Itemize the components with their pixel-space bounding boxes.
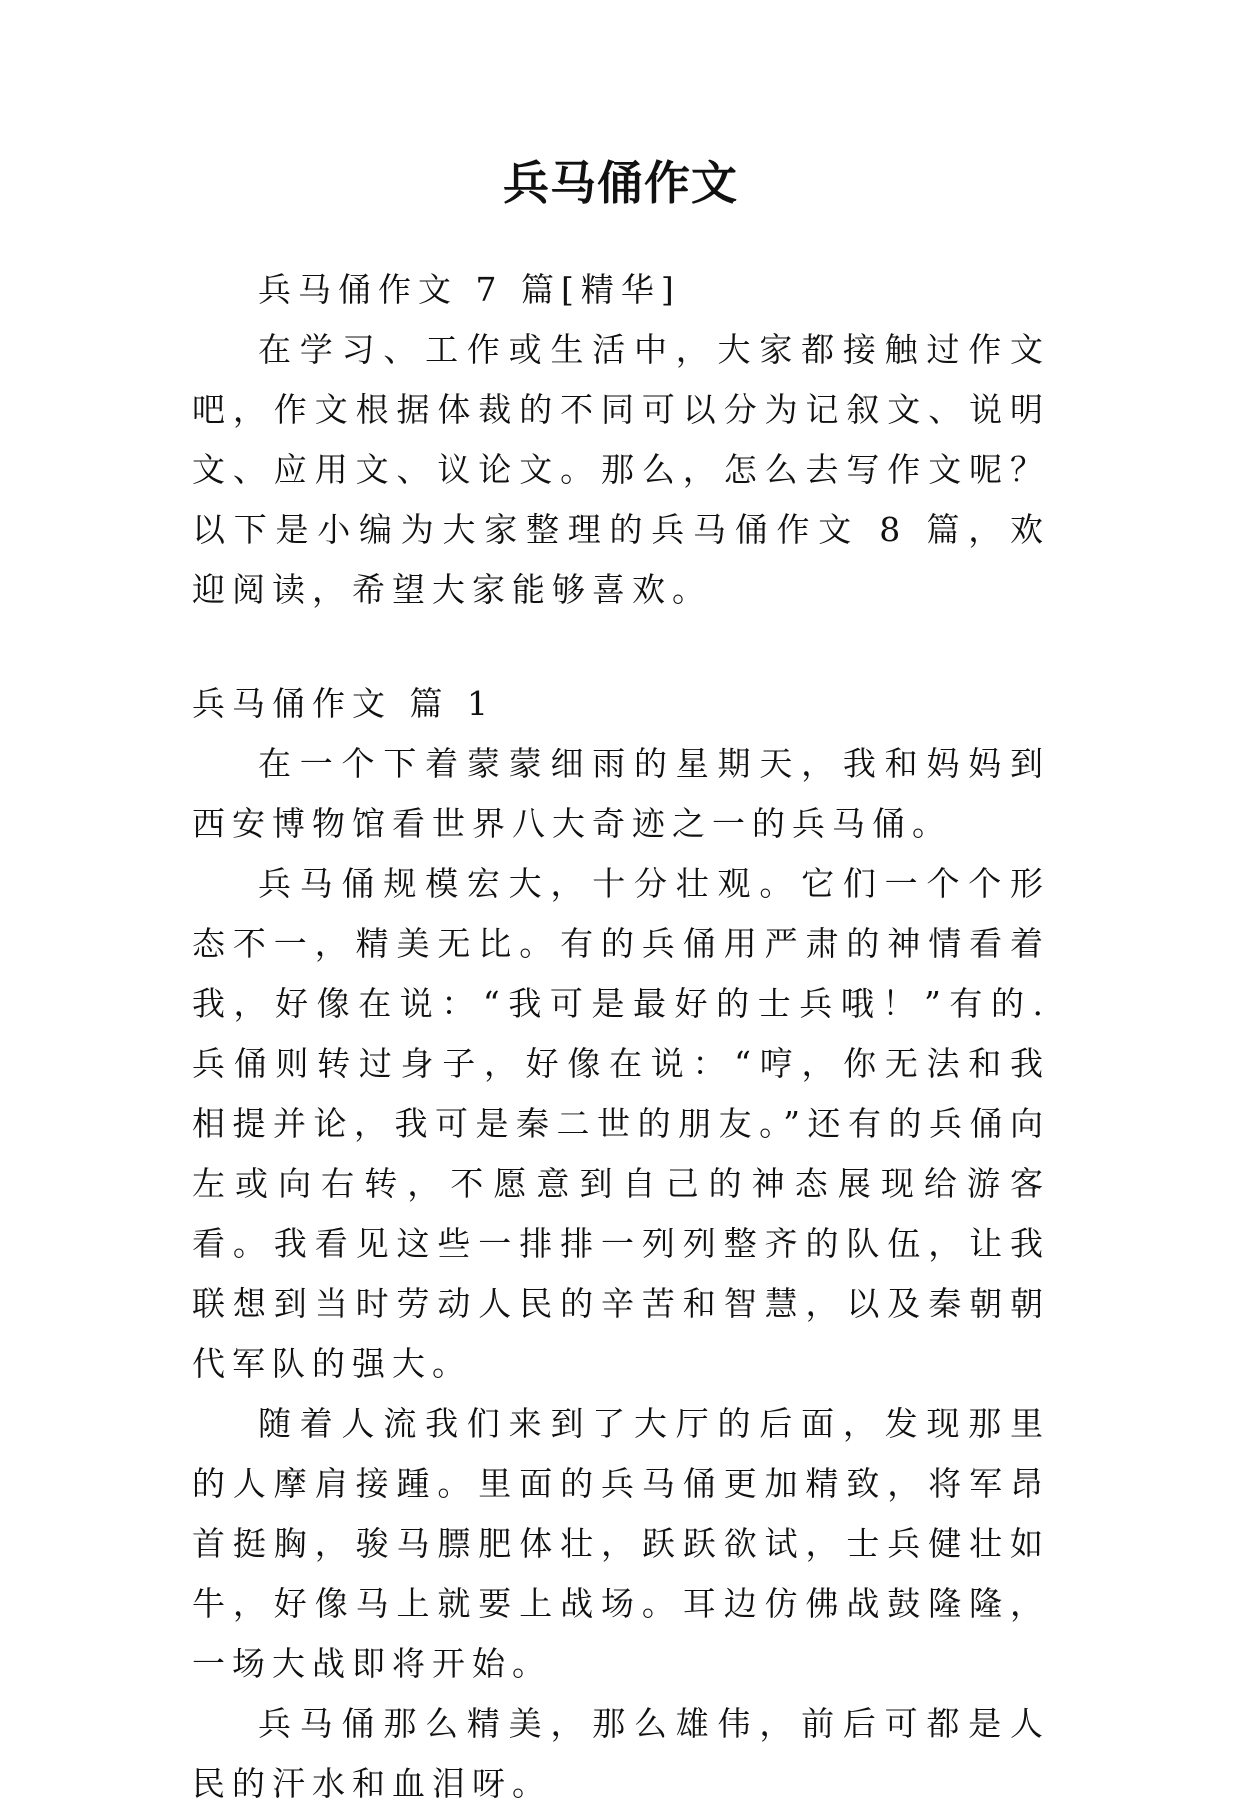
document-subtitle: 兵马俑作文 7 篇[精华] xyxy=(258,270,681,309)
body-paragraph: 兵马俑那么精美，那么雄伟，前后可都是人民的汗水和血泪呀。 xyxy=(192,1704,1050,1803)
body-paragraph: 在一个下着蒙蒙细雨的星期天，我和妈妈到西安博物馆看世界八大奇迹之一的兵马俑。 xyxy=(192,744,1050,843)
document-body xyxy=(192,260,1050,1814)
document-title: 兵马俑作文 xyxy=(503,156,738,210)
intro-paragraph: 在学习、工作或生活中，大家都接触过作文吧，作文根据体裁的不同可以分为记叙文、说明文、应用文、议论文。那么，怎么去写作文呢？以下是小编为大家整理的兵马俑作文 8 篇，欢迎阅读，希望大家能够喜欢。 xyxy=(192,330,1050,609)
body-paragraph: 随着人流我们来到了大厅的后面，发现那里的人摩肩接踵。里面的兵马俑更加精致，将军昂首挺胸，骏马膘肥体壮，跃跃欲试，士兵健壮如牛，好像马上就要上战场。耳边仿佛战鼓隆隆，一场大战即将开始。 xyxy=(192,1404,1050,1683)
body-paragraph: 兵马俑规模宏大，十分壮观。它们一个个形态不一，精美无比。有的兵俑用严肃的神情看着我，好像在说：“我可是最好的士兵哦！”有的.兵俑则转过身子，好像在说：“哼，你无法和我相提并论，我可是秦二世的朋友。”还有的兵俑向左或向右转，不愿意到自己的神态展现给游客看。我看见这些一排排一列列整齐的队伍，让我联想到当时劳动人民的辛苦和智慧，以及秦朝朝代军队的强大。 xyxy=(192,864,1050,1383)
section-heading: 兵马俑作文 篇 1 xyxy=(192,684,495,723)
